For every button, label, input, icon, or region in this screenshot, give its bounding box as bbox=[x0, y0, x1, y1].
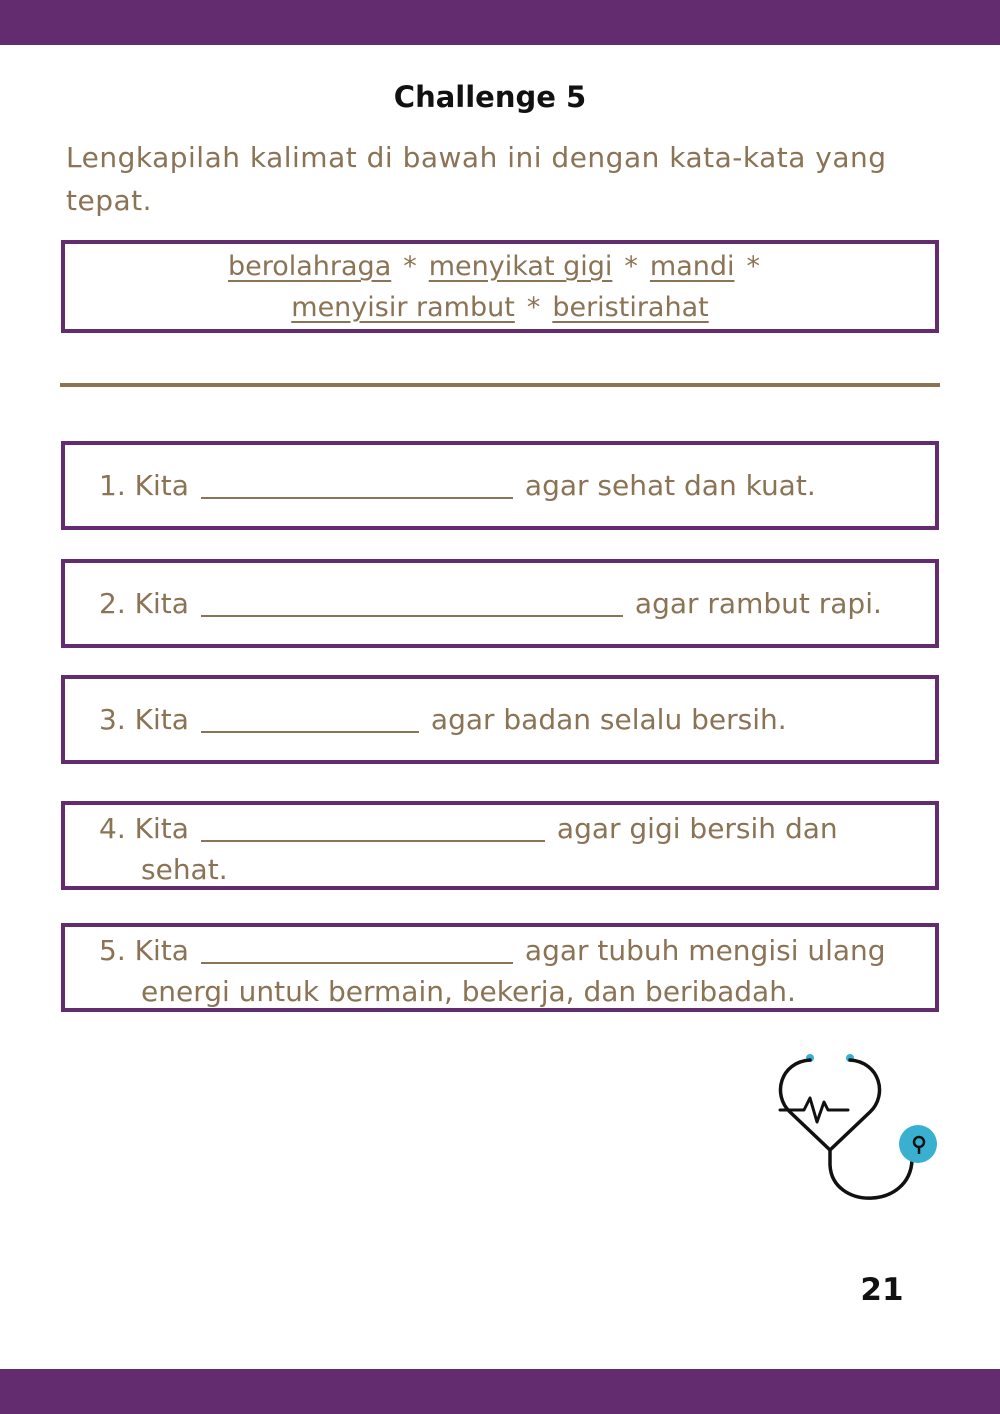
answer-blank[interactable] bbox=[201, 469, 513, 499]
word-separator: * bbox=[624, 251, 638, 282]
section-divider bbox=[60, 383, 940, 387]
question-5 bbox=[61, 923, 939, 1012]
answer-blank[interactable] bbox=[201, 587, 623, 617]
page-title: Challenge 5 bbox=[393, 80, 587, 114]
word-option[interactable]: mandi bbox=[649, 251, 735, 282]
question-1 bbox=[61, 441, 939, 530]
answer-blank[interactable] bbox=[201, 812, 545, 842]
word-bank bbox=[61, 240, 939, 333]
word-separator: * bbox=[746, 251, 761, 282]
page-number: 21 bbox=[860, 1272, 904, 1308]
question-4 bbox=[61, 801, 939, 890]
answer-blank[interactable] bbox=[201, 934, 513, 964]
question-prefix: 1. Kita bbox=[99, 469, 189, 502]
question-suffix: agar sehat dan kuat. bbox=[524, 469, 816, 502]
question-prefix: 5. Kita bbox=[99, 934, 189, 967]
stethoscope-icon bbox=[770, 1050, 950, 1210]
top-band bbox=[0, 0, 1000, 45]
question-prefix: 2. Kita bbox=[99, 587, 189, 620]
question-suffix: agar rambut rapi. bbox=[634, 587, 882, 620]
question-suffix: agar badan selalu bersih. bbox=[430, 703, 787, 736]
question-continuation: energi untuk bermain, bekerja, dan beribadah. bbox=[141, 975, 796, 1008]
word-separator: * bbox=[526, 292, 541, 323]
question-prefix: 3. Kita bbox=[99, 703, 189, 736]
question-prefix: 4. Kita bbox=[99, 812, 189, 845]
word-separator: * bbox=[403, 251, 417, 282]
question-suffix: agar gigi bersih dan bbox=[556, 812, 838, 845]
word-option[interactable]: beristirahat bbox=[552, 292, 709, 323]
word-option[interactable]: menyisir rambut bbox=[291, 292, 515, 323]
question-continuation: sehat. bbox=[141, 853, 228, 886]
question-suffix: agar tubuh mengisi ulang bbox=[524, 934, 886, 967]
answer-blank[interactable] bbox=[201, 703, 419, 733]
instruction-text: Lengkapilah kalimat di bawah ini dengan kata-kata yang tepat. bbox=[66, 141, 887, 217]
word-option[interactable]: berolahraga bbox=[227, 251, 392, 282]
word-option[interactable]: menyikat gigi bbox=[428, 251, 613, 282]
bottom-band bbox=[0, 1369, 1000, 1414]
question-2 bbox=[61, 559, 939, 648]
question-3 bbox=[61, 675, 939, 764]
word-bank-line-1 bbox=[65, 246, 935, 287]
word-bank-line-2 bbox=[65, 287, 935, 328]
